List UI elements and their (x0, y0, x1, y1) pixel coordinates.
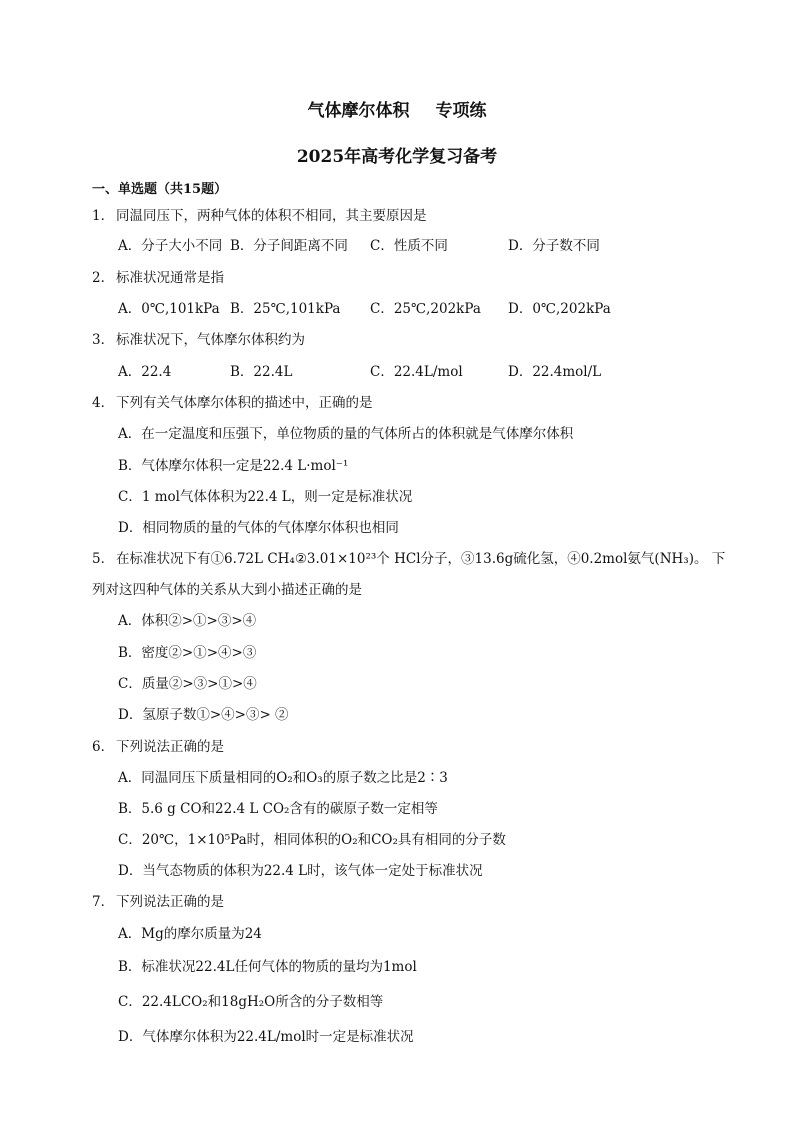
q4-option-c: C．1 mol气体体积为22.4 L，则一定是标准状况 (118, 489, 413, 505)
q1-option-a: A．分子大小不同 (118, 238, 223, 254)
page-subtitle: 2025年高考化学复习备考 (296, 147, 498, 167)
section-heading: 一、单选题（共15题） (92, 182, 228, 197)
q6-option-d: D．当气态物质的体积为22.4 L时，该气体一定处于标准状况 (118, 863, 483, 879)
q2-option-d: D．0℃,202kPa (508, 301, 611, 317)
q3-option-d: D．22.4mol/L (508, 364, 602, 380)
question-5-stem-line2: 列对这四种气体的关系从大到小描述正确的是 (92, 582, 362, 598)
q7-option-b: B．标准状况22.4L任何气体的物质的量均为1mol (118, 959, 417, 975)
title-main: 气体摩尔体积 (307, 101, 410, 121)
q5-option-c: C．质量②>③>①>④ (118, 676, 257, 692)
title-suffix: 专项练 (435, 101, 487, 121)
question-6-stem: 6． 下列说法正确的是 (92, 739, 224, 755)
q3-option-b: B．22.4L (230, 364, 293, 380)
q1-option-b: B．分子间距离不同 (230, 238, 348, 254)
q6-option-a: A．同温同压下质量相同的O₂和O₃的原子数之比是2∶3 (118, 770, 448, 786)
q3-option-a: A．22.4 (118, 364, 172, 380)
q7-option-c: C．22.4LCO₂和18gH₂O所含的分子数相等 (118, 994, 384, 1010)
question-5-stem: 5． 在标准状况下有①6.72L CH₄②3.01×10²³个 HCl分子，③13.6g硫化氢，④0.2mol氨气(NH₃)。 下 (92, 551, 726, 567)
page-title (0, 96, 794, 121)
q1-option-d: D．分子数不同 (508, 238, 600, 254)
question-7-stem: 7． 下列说法正确的是 (92, 894, 224, 910)
q5-option-b: B．密度②>①>④>③ (118, 645, 257, 661)
q7-option-d: D．气体摩尔体积为22.4L/mol时一定是标准状况 (118, 1029, 414, 1045)
q6-option-b: B．5.6 g CO和22.4 L CO₂含有的碳原子数一定相等 (118, 801, 438, 817)
q2-option-c: C．25℃,202kPa (370, 301, 481, 317)
q2-option-b: B．25℃,101kPa (230, 301, 341, 317)
question-3-stem: 3． 标准状况下，气体摩尔体积约为 (92, 332, 305, 348)
q1-option-c: C．性质不同 (370, 238, 448, 254)
q4-option-a: A．在一定温度和压强下，单位物质的量的气体所占的体积就是气体摩尔体积 (118, 426, 574, 442)
q2-option-a: A．0℃,101kPa (118, 301, 220, 317)
q4-option-b: B．气体摩尔体积一定是22.4 L·mol⁻¹ (118, 458, 349, 474)
q5-option-d: D．氢原子数①>④>③> ② (118, 707, 289, 723)
question-2-stem: 2． 标准状况通常是指 (92, 270, 224, 286)
q3-option-c: C．22.4L/mol (370, 364, 463, 380)
q7-option-a: A．Mg的摩尔质量为24 (118, 926, 262, 942)
q4-option-d: D．相同物质的量的气体的气体摩尔体积也相同 (118, 520, 399, 536)
question-4-stem: 4． 下列有关气体摩尔体积的描述中，正确的是 (92, 395, 373, 411)
q5-option-a: A．体积②>①>③>④ (118, 613, 257, 629)
question-1-stem: 1． 同温同压下，两种气体的体积不相同，其主要原因是 (92, 208, 427, 224)
q6-option-c: C．20℃，1×10⁵Pa时，相同体积的O₂和CO₂具有相同的分子数 (118, 832, 506, 848)
